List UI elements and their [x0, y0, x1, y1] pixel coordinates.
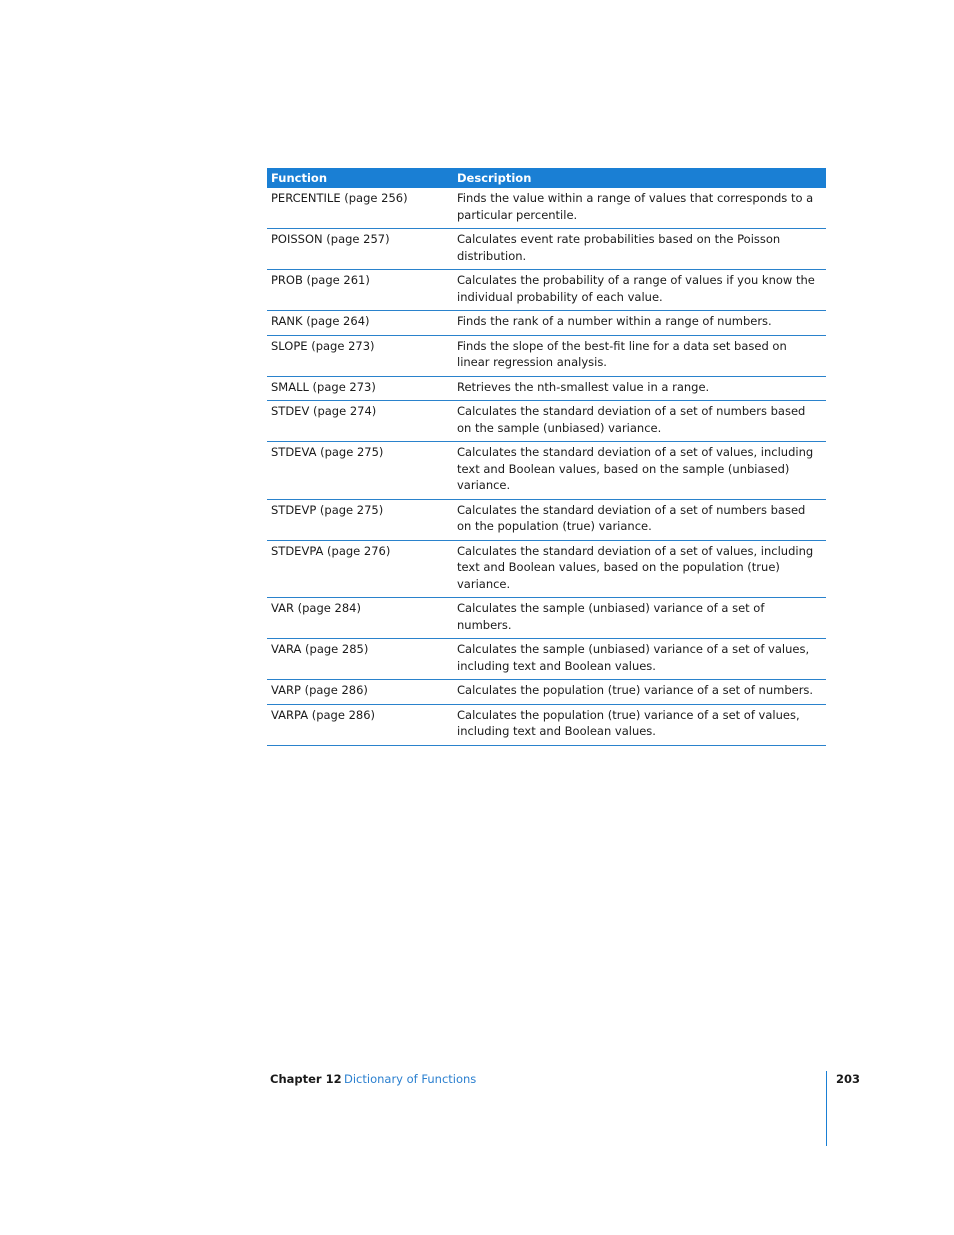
table-row — [267, 442, 826, 500]
table-row — [267, 335, 826, 376]
column-header-function: Function — [267, 168, 453, 188]
column-header-description: Description — [453, 168, 826, 188]
footer-chapter-label: Chapter 12 — [270, 1072, 342, 1086]
table-row — [267, 639, 826, 680]
function-description: Calculates the population (true) variance of a set of numbers. — [453, 680, 826, 705]
function-description: Finds the slope of the best-fit line for a data set based on linear regression analysis. — [453, 335, 826, 376]
function-description: Finds the value within a range of values that corresponds to a particular percentile. — [453, 188, 826, 229]
function-link[interactable]: VARP (page 286) — [267, 680, 453, 705]
function-description: Retrieves the nth-smallest value in a range. — [453, 376, 826, 401]
function-link[interactable]: STDEVPA (page 276) — [267, 540, 453, 598]
function-description: Calculates the probability of a range of values if you know the individual probability of each value. — [453, 270, 826, 311]
function-description: Calculates the standard deviation of a set of numbers based on the sample (unbiased) variance. — [453, 401, 826, 442]
function-description: Calculates the standard deviation of a set of numbers based on the population (true) variance. — [453, 499, 826, 540]
table-header-row — [267, 168, 826, 188]
function-link[interactable]: VAR (page 284) — [267, 598, 453, 639]
function-link[interactable]: STDEVP (page 275) — [267, 499, 453, 540]
table-row — [267, 229, 826, 270]
function-link[interactable]: POISSON (page 257) — [267, 229, 453, 270]
functions-table — [267, 168, 826, 746]
function-link[interactable]: PROB (page 261) — [267, 270, 453, 311]
function-description: Calculates the population (true) variance of a set of values, including text and Boolean values. — [453, 704, 826, 745]
table-row — [267, 188, 826, 229]
function-link[interactable]: SMALL (page 273) — [267, 376, 453, 401]
table-row — [267, 680, 826, 705]
table-row — [267, 270, 826, 311]
page-number: 203 — [836, 1072, 861, 1086]
function-link[interactable]: VARA (page 285) — [267, 639, 453, 680]
function-link[interactable]: SLOPE (page 273) — [267, 335, 453, 376]
function-link[interactable]: RANK (page 264) — [267, 311, 453, 336]
table-row — [267, 376, 826, 401]
function-description: Finds the rank of a number within a range of numbers. — [453, 311, 826, 336]
table-row — [267, 704, 826, 745]
function-link[interactable]: STDEVA (page 275) — [267, 442, 453, 500]
table-row — [267, 598, 826, 639]
function-link[interactable]: VARPA (page 286) — [267, 704, 453, 745]
function-link[interactable]: STDEV (page 274) — [267, 401, 453, 442]
table-row — [267, 499, 826, 540]
function-description: Calculates the sample (unbiased) variance of a set of numbers. — [453, 598, 826, 639]
function-description: Calculates the standard deviation of a set of values, including text and Boolean values, based on the population (true) variance. — [453, 540, 826, 598]
function-description: Calculates event rate probabilities based on the Poisson distribution. — [453, 229, 826, 270]
footer-chapter-title-link[interactable]: Dictionary of Functions — [344, 1072, 477, 1086]
table-row — [267, 311, 826, 336]
footer-divider — [826, 1071, 827, 1146]
table-row — [267, 540, 826, 598]
table-row — [267, 401, 826, 442]
function-description: Calculates the sample (unbiased) variance of a set of values, including text and Boolean values. — [453, 639, 826, 680]
function-link[interactable]: PERCENTILE (page 256) — [267, 188, 453, 229]
function-description: Calculates the standard deviation of a set of values, including text and Boolean values, based on the sample (unbiased) variance. — [453, 442, 826, 500]
